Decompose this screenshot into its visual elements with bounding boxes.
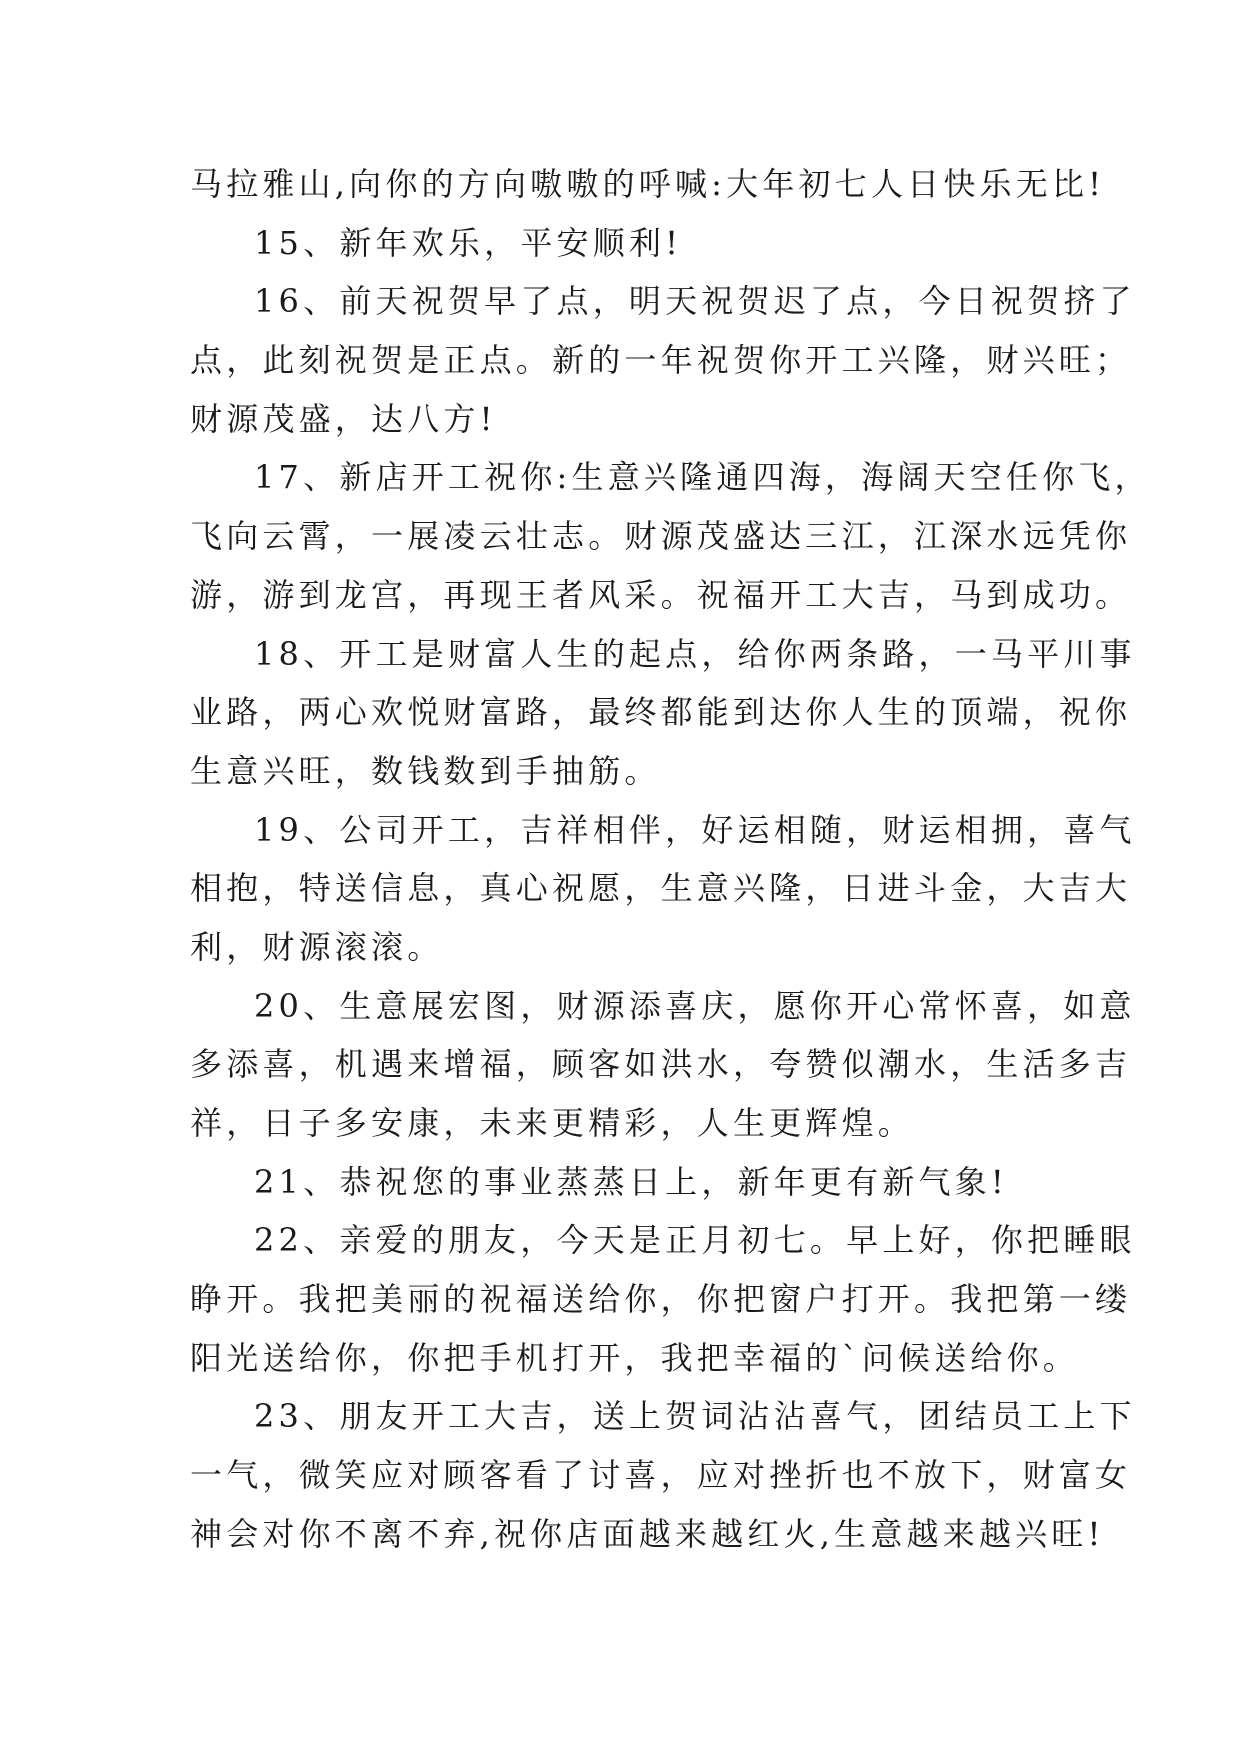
text-line: 祥，日子多安康，未来更精彩，人生更辉煌。 <box>190 1104 915 1142</box>
text-line: 15、新年欢乐，平安顺利! <box>254 223 683 262</box>
text-line: 20、生意展宏图，财源添喜庆，愿你开心常怀喜，如意 <box>254 986 1136 1025</box>
text-line: 相抱，特送信息，真心祝愿，生意兴隆，日进斗金，大吉大 <box>190 869 1132 908</box>
text-line: 游，游到龙宫，再现王者风采。祝福开工大吉，马到成功。 <box>190 575 1132 614</box>
text-line: 18、开工是财富人生的起点，给你两条路，一马平川事 <box>254 634 1136 673</box>
text-line: 23、朋友开工大吉，送上贺词沾沾喜气，团结员工上下 <box>254 1397 1136 1436</box>
text-line: 阳光送给你，你把手机打开，我把幸福的`问候送给你。 <box>190 1338 1080 1377</box>
text-line: 生意兴旺，数钱数到手抽筋。 <box>190 751 661 790</box>
text-line: 睁开。我把美丽的祝福送给你，你把窗户打开。我把第一缕 <box>190 1280 1132 1319</box>
text-line: 业路，两心欢悦财富路，最终都能到达你人生的顶端，祝你 <box>190 693 1132 732</box>
text-line: 飞向云霄，一展凌云壮志。财源茂盛达三江，江深水远凭你 <box>190 517 1132 556</box>
text-line: 17、新店开工祝你:生意兴隆通四海，海阔天空任你飞， <box>254 458 1151 497</box>
text-line: 多添喜，机遇来增福，顾客如洪水，夸赞似潮水，生活多吉 <box>190 1045 1132 1084</box>
text-line: 马拉雅山,向你的方向嗷嗷的呼喊:大年初七人日快乐无比! <box>190 165 1106 203</box>
text-line: 一气，微笑应对顾客看了讨喜，应对挫折也不放下，财富女 <box>190 1456 1132 1495</box>
text-line: 22、亲爱的朋友，今天是正月初七。早上好，你把睡眼 <box>254 1221 1136 1260</box>
text-line: 点，此刻祝贺是正点。新的一年祝贺你开工兴隆，财兴旺； <box>190 341 1132 380</box>
text-line: 21、恭祝您的事业蒸蒸日上，新年更有新气象! <box>254 1162 1008 1201</box>
text-line: 神会对你不离不弃,祝你店面越来越红火,生意越来越兴旺! <box>190 1514 1105 1553</box>
text-line: 16、前天祝贺早了点，明天祝贺迟了点，今日祝贺挤了 <box>254 282 1136 321</box>
text-line: 19、公司开工，吉祥相伴，好运相随，财运相拥，喜气 <box>254 810 1136 849</box>
document-body <box>190 155 1151 1564</box>
text-line: 利，财源滚滚。 <box>190 927 444 966</box>
text-line: 财源茂盛，达八方! <box>190 399 497 438</box>
